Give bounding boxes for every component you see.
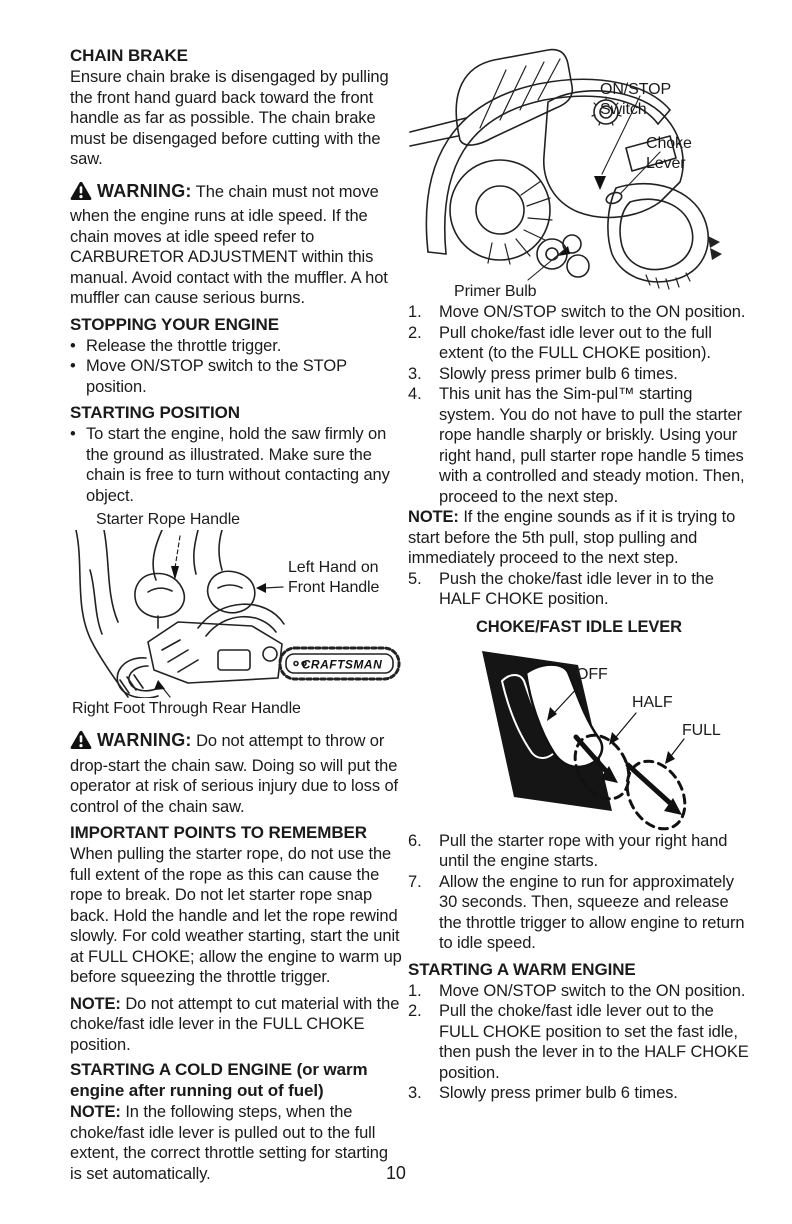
step-item: 4. This unit has the Sim-pul™ starting system. You do not have to pull the starter rope handle sharply or briskly. Using your right hand, pull starter rope handle 5 times with a controlled and steady motion. Then, proceed to the next step. — [408, 385, 745, 506]
chain-brake-heading: CHAIN BRAKE — [70, 46, 188, 65]
starting-position-list — [70, 424, 402, 506]
lever-label-full: FULL — [682, 721, 721, 739]
warning-label: WARNING: — [97, 180, 192, 201]
warm-start-steps — [408, 981, 750, 1104]
step-item: 6. Pull the starter rope with your right hand until the engine starts. — [408, 831, 728, 870]
list-item: • Move ON/STOP switch to the STOP position. — [70, 356, 402, 397]
stopping-engine-list — [70, 336, 402, 398]
warning-text: Do not attempt to throw or drop-start the chain saw. Doing so will put the operator at risk of serious injury due to loss of control of the chain saw. — [70, 732, 399, 816]
starting-position-illustration — [70, 530, 402, 698]
left-column — [70, 40, 402, 1186]
figure-label-choke-lever: Choke Lever — [646, 135, 692, 172]
warning-1 — [70, 181, 402, 309]
warning-2 — [70, 730, 402, 817]
step-item: 1. Move ON/STOP switch to the ON position. — [408, 981, 746, 1000]
important-points-heading: IMPORTANT POINTS TO REMEMBER — [70, 823, 367, 842]
note-cold-engine: NOTE: In the following steps, when the choke/fast idle lever is pulled out to the full extent, the correct throttle setting for starting is set automatically. — [70, 1103, 388, 1183]
page-number: 10 — [386, 1163, 406, 1183]
warm-engine-heading: STARTING A WARM ENGINE — [408, 959, 636, 979]
right-column — [408, 40, 750, 1104]
note-cut-material: NOTE: Do not attempt to cut material with the choke/fast idle lever in the FULL CHOKE position. — [70, 994, 400, 1054]
important-points-body: When pulling the starter rope, do not use the full extent of the rope as this can cause the rope to break. Do not let starter rope snap back. Hold the handle and let the rope rewind slowly. For cold weather starting, start the unit at FULL CHOKE; allow the engine to warm up before squeezing the throttle trigger. — [70, 845, 402, 986]
cold-engine-heading: STARTING A COLD ENGINE (or warm engine after running out of fuel) — [70, 1060, 368, 1100]
step-item: 3. Slowly press primer bulb 6 times. — [408, 364, 678, 383]
engine-figure — [408, 40, 750, 302]
step-item: 2. Pull the choke/fast idle lever out to the FULL CHOKE position to set the fast idle, then push the lever in to the HALF CHOKE position. — [408, 1002, 749, 1082]
starting-position-heading: STARTING POSITION — [70, 403, 240, 422]
step-item: 2. Pull choke/fast idle lever out to the full extent (to the FULL CHOKE position). — [408, 323, 712, 362]
warning-text: The chain must not move when the engine runs at idle speed. If the chain moves at idle speed refer to CARBURETOR ADJUSTMENT within this manual. Avoid contact with the muffler. A hot muffler can cause serious burns. — [70, 182, 388, 307]
warning-icon — [70, 181, 92, 207]
note-engine-sounds: NOTE: If the engine sounds as if it is trying to start before the 5th pull, stop pulling and immediately proceed to the next step. — [408, 508, 736, 567]
figure-caption-starter-rope: Starter Rope Handle — [96, 511, 240, 528]
steps-6-7 — [408, 831, 750, 954]
step-item: 7. Allow the engine to run for approximately 30 seconds. Then, squeeze and release the throttle trigger to allow engine to return to idle speed. — [408, 872, 745, 952]
figure-label-primer-bulb: Primer Bulb — [454, 283, 537, 300]
step-item: 5. Push the choke/fast idle lever in to the HALF CHOKE position. — [408, 569, 714, 608]
warning-icon — [70, 730, 92, 756]
step-item: 1. Move ON/STOP switch to the ON position. — [408, 303, 746, 321]
stopping-engine-heading: STOPPING YOUR ENGINE — [70, 314, 279, 334]
choke-lever-figure — [430, 639, 750, 831]
starting-position-figure — [70, 530, 402, 698]
choke-lever-figure-title: CHOKE/FAST IDLE LEVER — [475, 617, 682, 636]
lever-label-half: HALF — [632, 693, 673, 711]
cold-start-steps — [408, 302, 750, 507]
list-item: • To start the engine, hold the saw firmly on the ground as illustrated. Make sure the chain is free to turn without contacting any object. — [70, 424, 402, 506]
brand-text: CRAFTSMAN — [301, 657, 383, 672]
figure-label-onstop-switch: ON/STOP Switch — [600, 81, 671, 118]
lever-label-off: OFF — [576, 665, 608, 683]
step-item: 3. Slowly press primer bulb 6 times. — [408, 1084, 678, 1102]
figure-caption-right-foot: Right Foot Through Rear Handle — [72, 700, 301, 717]
figure-label-left-hand: Left Hand on Front Handle — [288, 559, 380, 596]
warning-label: WARNING: — [97, 730, 192, 750]
list-item: • Release the throttle trigger. — [70, 336, 402, 357]
chain-brake-body: Ensure chain brake is disengaged by pulling the front hand guard back toward the front handle as far as possible. The chain brake must be disengaged before cutting with the saw. — [70, 68, 389, 168]
